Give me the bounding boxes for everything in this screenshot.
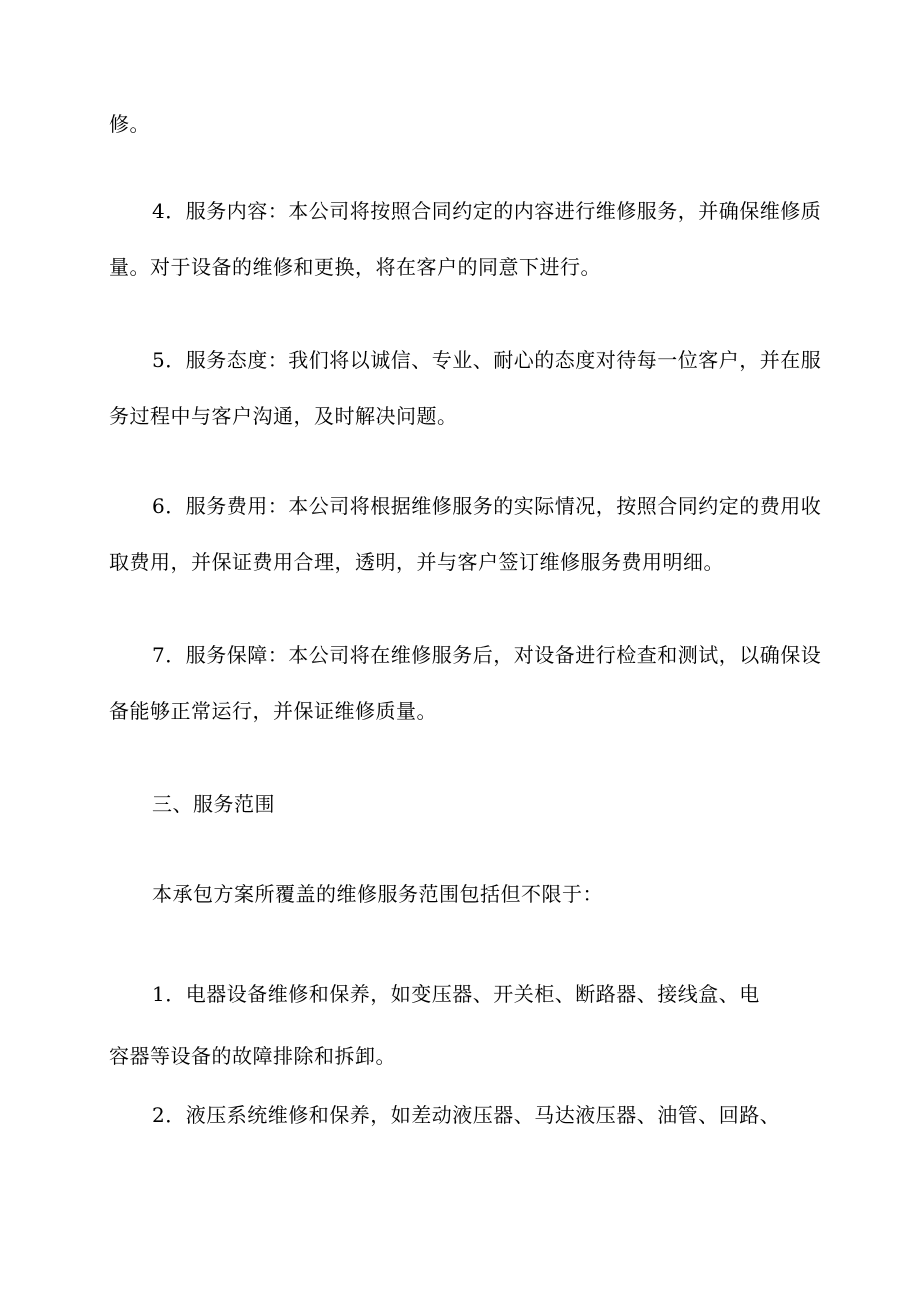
text-line: 4．服务内容：本公司将按照合同约定的内容进行维修服务，并确保维修质 <box>152 199 822 223</box>
text-line: 备能够正常运行，并保证维修质量。 <box>109 699 437 723</box>
text-line: 6．服务费用：本公司将根据维修服务的实际情况，按照合同约定的费用收 <box>152 494 822 518</box>
text-line: 7．服务保障：本公司将在维修服务后，对设备进行检查和测试，以确保设 <box>152 643 822 667</box>
text-line: 5．服务态度：我们将以诚信、专业、耐心的态度对待每一位客户，并在服 <box>152 348 822 372</box>
section-heading: 三、服务范围 <box>152 792 275 816</box>
list-item-line: 2．液压系统维修和保养，如差动液压器、马达液压器、油管、回路、 <box>152 1103 781 1127</box>
list-item-line: 1．电器设备维修和保养，如变压器、开关柜、断路器、接线盒、电 <box>152 982 760 1006</box>
text-line: 修。 <box>109 112 150 136</box>
text-line: 容器等设备的故障排除和拆卸。 <box>109 1044 396 1068</box>
text-line: 本承包方案所覆盖的维修服务范围包括但不限于： <box>152 882 603 906</box>
text-line: 取费用，并保证费用合理，透明，并与客户签订维修服务费用明细。 <box>109 550 724 574</box>
text-line: 量。对于设备的维修和更换，将在客户的同意下进行。 <box>109 255 601 279</box>
text-line: 务过程中与客户沟通，及时解决问题。 <box>109 404 458 428</box>
